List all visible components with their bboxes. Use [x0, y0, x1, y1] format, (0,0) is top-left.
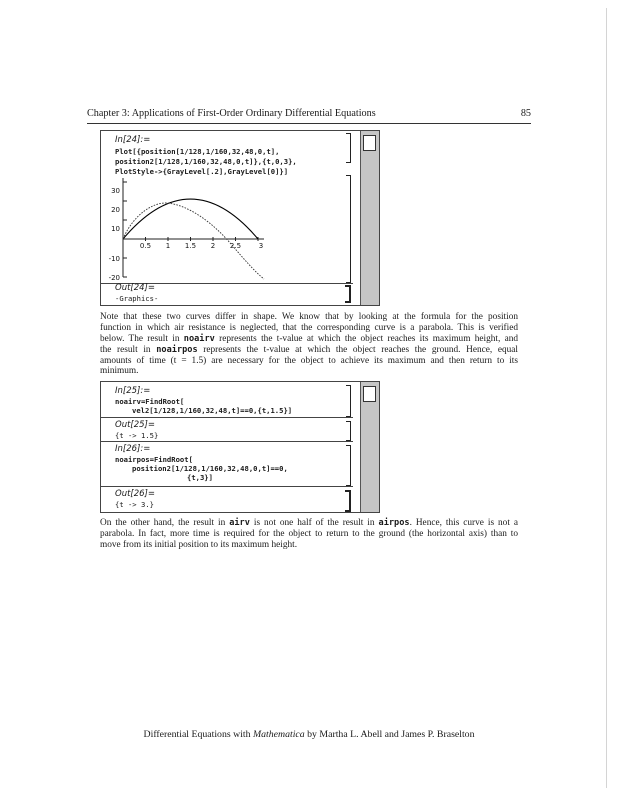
y-tick-label: 10	[111, 225, 120, 233]
code-line[interactable]: vel2[1/128,1/160,32,48,t]==0,{t,1.5}]	[132, 406, 293, 415]
notebook-cell-plot[interactable]	[100, 130, 380, 306]
text-line: Note that these two curves differ in shape. We know that by looking at the formula for the position	[100, 312, 518, 322]
inline-code: noairv	[183, 333, 215, 344]
inline-code: noairpos	[156, 344, 198, 355]
curve-no-air-resistance	[123, 199, 258, 239]
page-number: 85	[520, 108, 531, 119]
paragraph-conclusion	[100, 518, 518, 551]
x-tick-label: 2	[210, 242, 216, 250]
out-label-24: Out[24]=	[115, 283, 155, 293]
x-tick-label: 2.5	[229, 242, 242, 250]
code-line[interactable]: PlotStyle->{GrayLevel[.2],GrayLevel[0]}]	[115, 167, 289, 176]
cell-bracket[interactable]	[345, 490, 351, 512]
cell-divider	[101, 486, 353, 487]
inline-code: airv	[229, 518, 250, 528]
cell-bracket[interactable]	[346, 133, 351, 163]
cell-bracket[interactable]	[345, 285, 351, 303]
page-edge-rule	[606, 8, 607, 788]
curve-with-air-resistance	[123, 203, 264, 279]
cell-brackets[interactable]	[343, 382, 353, 512]
notebook-cell-findroot[interactable]	[100, 381, 380, 513]
x-tick-label: 0.5	[139, 242, 152, 250]
paragraph-explanation	[100, 312, 518, 377]
x-tick-label: 1.5	[184, 242, 197, 250]
output-value: {t -> 1.5}	[115, 431, 159, 440]
cell-bracket[interactable]	[346, 421, 351, 441]
header-rule	[87, 123, 531, 124]
y-tick-label: 30	[111, 187, 120, 195]
code-line[interactable]: noairv=FindRoot[	[115, 397, 185, 406]
text-line: parabola. In fact, more time is required for the object to return to the ground (the horizontal axis) than to	[100, 528, 518, 539]
cell-brackets[interactable]	[343, 131, 353, 305]
y-tick-label: 20	[111, 206, 120, 214]
text-line: On the other hand, the result in airv is not one half of the result in airpos. Hence, this curve is not a	[100, 518, 519, 528]
x-tick-label: 3	[258, 242, 264, 250]
output-value: {t -> 3.}	[115, 500, 154, 509]
scroll-thumb[interactable]	[363, 386, 376, 402]
code-line[interactable]: position2[1/128,1/160,32,48,0,t]},{t,0,3},	[115, 157, 297, 166]
in-label-26: In[26]:=	[115, 444, 151, 454]
text-line: minimum.	[100, 366, 139, 377]
x-tick-label: 1	[165, 242, 171, 250]
cell-divider	[101, 441, 353, 442]
out-label-25: Out[25]=	[115, 420, 155, 430]
scroll-thumb[interactable]	[363, 135, 376, 151]
y-tick-label: -20	[108, 274, 120, 282]
scrollbar[interactable]	[360, 131, 379, 305]
cell-bracket[interactable]	[346, 175, 351, 283]
text-line: below. The result in noairv represents the t-value at which the object reaches its maximum height, and	[100, 333, 518, 344]
code-line[interactable]: Plot[{position[1/128,1/160,32,48,0,t],	[115, 147, 280, 156]
text-line: the result in noairpos represents the t-value at which the object reaches the ground. Hence, equal	[100, 344, 519, 355]
cell-bracket[interactable]	[346, 385, 351, 417]
text-line: amounts of time (t = 1.5) are necessary for the object to achieve its maximum and then return to its	[100, 355, 518, 366]
text-line: function in which air resistance is neglected, that the corresponding curve is a parabola. This is verified	[100, 322, 518, 333]
cell-divider	[101, 417, 353, 418]
code-line[interactable]: noairpos=FindRoot[	[115, 455, 193, 464]
graphics-output: -Graphics-	[115, 294, 159, 303]
running-header	[87, 107, 531, 121]
code-line[interactable]: position2[1/128,1/160,32,48,0,t]==0,	[132, 464, 288, 473]
y-tick-label: -10	[108, 255, 120, 263]
out-label-26: Out[26]=	[115, 489, 155, 499]
page-footer: Differential Equations with Mathematica by Martha L. Abell and James P. Braselton	[143, 729, 475, 740]
scrollbar[interactable]	[360, 382, 379, 512]
text-line: move from its initial position to its maximum height.	[100, 539, 298, 550]
in-label-25: In[25]:=	[115, 386, 151, 396]
cell-bracket[interactable]	[346, 445, 351, 486]
plot-graphic	[101, 131, 351, 305]
chapter-title: Chapter 3: Applications of First-Order Ordinary Differential Equations	[87, 108, 376, 119]
code-line[interactable]: {t,3}]	[187, 473, 213, 482]
inline-code: airpos	[378, 518, 410, 528]
in-label-24: In[24]:=	[115, 135, 151, 145]
footer-italic-title: Mathematica	[252, 729, 305, 740]
